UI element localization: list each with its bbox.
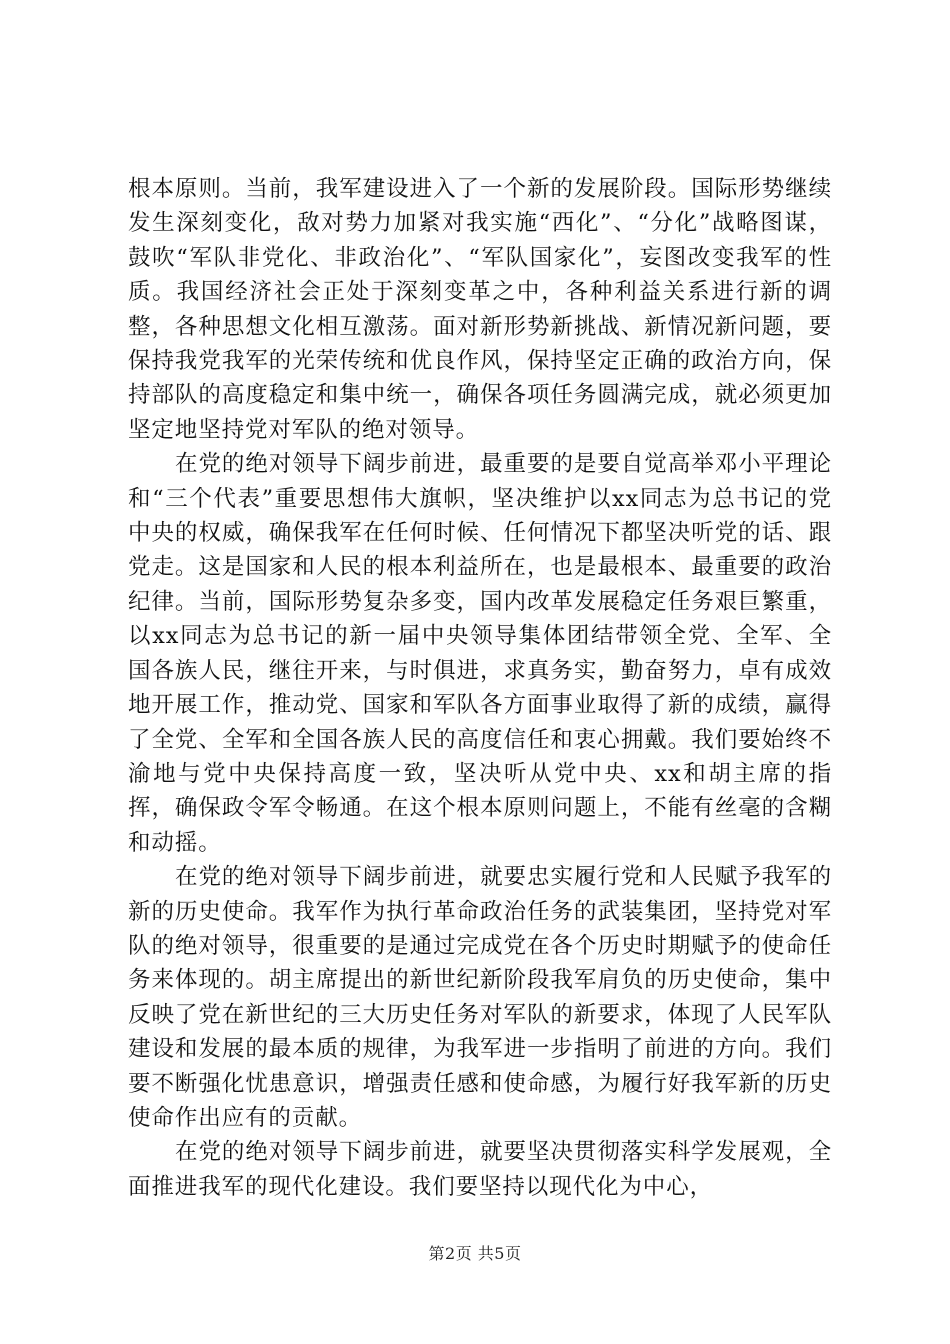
paragraph-3: 在党的绝对领导下阔步前进，就要忠实履行党和人民赋予我军的新的历史使命。我军作为执行革命政治任务的武装集团，坚持党对军队的绝对领导，很重要的是通过完成党在各个历史时期赋予的使命任务来体现的。胡主席提出的新世纪新阶段我军肩负的历史使命，集中反映了党在新世纪的三大历史任务对军队的新要求，体现了人民军队建设和发展的最本质的规律，为我军进一步指明了前进的方向。我们要不断强化忧患意识，增强责任感和使命感，为履行好我军新的历史使命作出应有的贡献。: [128, 864, 832, 1131]
paragraph-1: 根本原则。当前，我军建设进入了一个新的发展阶段。国际形势继续发生深刻变化，敌对势力加紧对我实施“西化”、“分化”战略图谋，鼓吹“军队非党化、非政治化”、“军队国家化”，妄图改变我军的性质。我国经济社会正处于深刻变革之中，各种利益关系进行新的调整，各种思想文化相互激荡。面对新形势新挑战、新情况新问题，要保持我党我军的光荣传统和优良作风，保持坚定正确的政治方向，保持部队的高度稳定和集中统一，确保各项任务圆满完成，就必须更加坚定地坚持党对军队的绝对领导。: [128, 176, 832, 443]
paragraph-4: 在党的绝对领导下阔步前进，就要坚决贯彻落实科学发展观，全面推进我军的现代化建设。我们要坚持以现代化为中心，: [128, 1139, 832, 1200]
page-number-footer: 第2页 共5页: [428, 1244, 522, 1263]
document-body: [128, 172, 832, 1204]
paragraph-2: 在党的绝对领导下阔步前进，最重要的是要自觉高举邓小平理论和“三个代表”重要思想伟大旗帜，坚决维护以xx同志为总书记的党中央的权威，确保我军在任何时候、任何情况下都坚决听党的话、跟党走。这是国家和人民的根本利益所在，也是最根本、最重要的政治纪律。当前，国际形势复杂多变，国内改革发展稳定任务艰巨繁重，以xx同志为总书记的新一届中央领导集体团结带领全党、全军、全国各族人民，继往开来，与时俱进，求真务实，勤奋努力，卓有成效地开展工作，推动党、国家和军队各方面事业取得了新的成绩，赢得了全党、全军和全国各族人民的高度信任和衷心拥戴。我们要始终不渝地与党中央保持高度一致，坚决听从党中央、xx和胡主席的指挥，确保政令军令畅通。在这个根本原则问题上，不能有丝毫的含糊和动摇。: [128, 451, 832, 856]
